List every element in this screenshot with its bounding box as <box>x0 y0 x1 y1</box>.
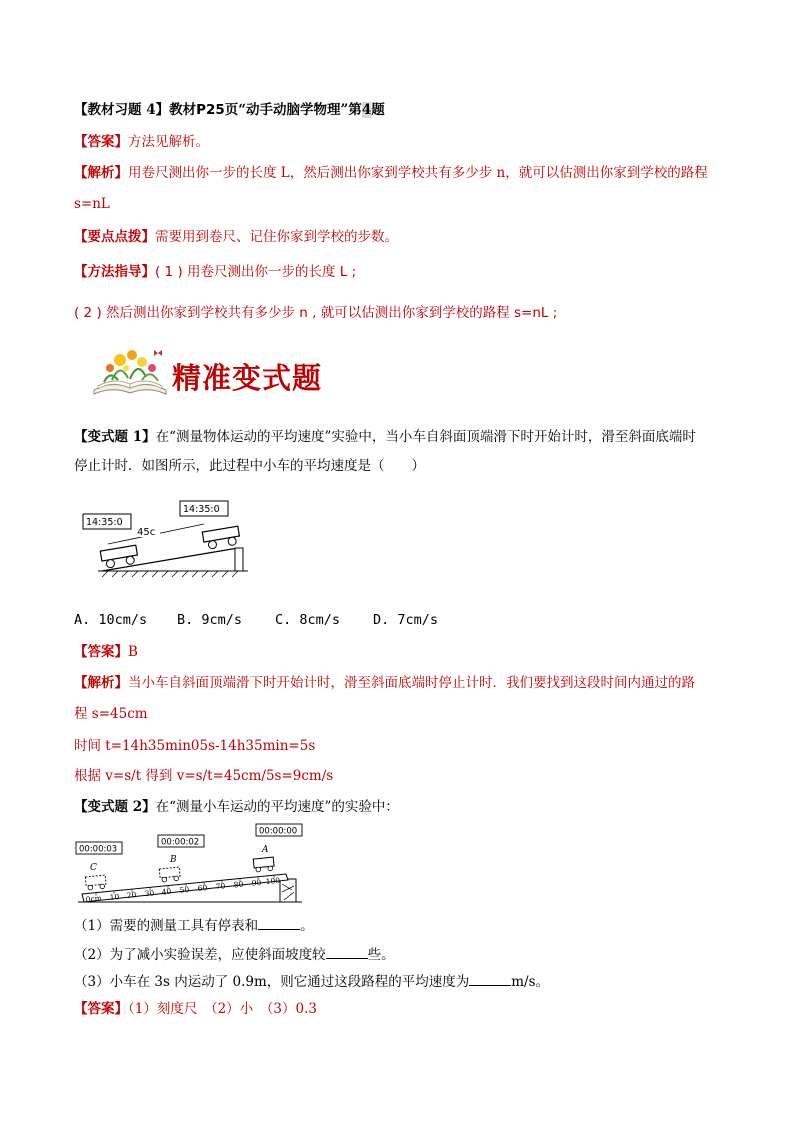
q3-blank[interactable] <box>469 971 511 986</box>
answer-1-label: 【答案】 <box>74 134 128 150</box>
variant-1-analysis-line4: 根据 v=s/t 得到 v=s/t=45cm/5s=9cm/s <box>74 768 334 784</box>
q3-end: m/s。 <box>511 974 550 990</box>
distance-label: 45c <box>137 527 156 538</box>
banner-book-illustration <box>90 346 170 398</box>
variant-2-label: 【变式题 2】 <box>74 799 156 815</box>
variant-2-intro-text: 在“测量小车运动的平均速度”的实验中： <box>155 799 399 815</box>
q2-end: 些。 <box>367 947 395 963</box>
option-a: A. 10cm/s <box>74 612 148 628</box>
tick-0: 0cm <box>85 893 103 904</box>
tick-90: 90 <box>251 877 262 888</box>
variant-2-answer-label: 【答案】 <box>74 1001 128 1017</box>
answer-1-text: 方法见解析。 <box>128 134 209 150</box>
clock-b-text: 00:00:02 <box>161 837 200 848</box>
tick-10: 10 <box>109 892 120 902</box>
answer-1 <box>74 132 209 152</box>
variant-1-line1 <box>74 427 696 447</box>
q1-text: （1）需要的测量工具有停表和 <box>74 918 259 934</box>
clock-c-text: 00:00:03 <box>79 844 118 855</box>
variant-2-q1 <box>74 915 314 936</box>
exercise-ref: P25 <box>196 102 225 118</box>
variant-1-label: 【变式题 1】 <box>74 429 156 445</box>
analysis-1-line1 <box>74 163 708 183</box>
cart-b-label: B <box>170 855 177 865</box>
incline-figure-1 <box>80 498 250 580</box>
q2-text: （2）为了减小实验误差，应使斜面坡度较 <box>74 947 326 963</box>
clock-left-text: 14:35:0 <box>86 517 123 528</box>
keypoint <box>74 227 398 247</box>
clock-right-text: 14:35:0 <box>183 504 220 515</box>
tick-50: 50 <box>179 884 190 895</box>
cart-a-label: A <box>262 845 269 855</box>
tick-60: 60 <box>197 883 208 893</box>
variant-1-answer <box>74 642 138 662</box>
analysis-1-line2: s=nL <box>74 196 110 212</box>
method-line2: ( 2 ) 然后测出你家到学校共有多少步 n , 就可以估测出你家到学校的路程 s=nL ; <box>74 305 558 321</box>
variant-2-q2 <box>74 944 395 965</box>
variant-2-intro <box>74 797 399 817</box>
variant-1-text1: 在“测量物体运动的平均速度”实验中，当小车自斜面顶端滑下时开始计时，滑至斜面底端时 <box>155 429 696 445</box>
exercise-label: 【教材习题 4】 <box>74 102 170 118</box>
option-c: C. 8cm/s <box>275 612 341 628</box>
tick-40: 40 <box>161 886 172 897</box>
clock-a-text: 00:00:00 <box>259 826 298 837</box>
variant-1-line2: 停止计时．如图所示，此过程中小车的平均速度是（ ） <box>74 458 425 474</box>
variant-2-answer <box>74 999 317 1019</box>
method-text1: ( 1 ) 用卷尺测出你一步的长度 L ; <box>155 264 357 280</box>
exercise-num: 4 <box>361 102 372 118</box>
analysis-1-label: 【解析】 <box>74 165 128 181</box>
exercise-text-mid: 页“动手动脑学物理”第 <box>224 102 362 118</box>
tick-30: 30 <box>144 888 155 899</box>
q1-blank[interactable] <box>258 915 300 930</box>
variant-1-analysis-text1: 当小车自斜面顶端滑下时开始计时，滑至斜面底端时停止计时．我们要找到这段时间内通过的路 <box>128 675 695 691</box>
exercise-header <box>74 100 385 120</box>
variant-1-answer-text: B <box>128 644 138 660</box>
keypoint-label: 【要点点拨】 <box>74 229 155 245</box>
option-b: B. 9cm/s <box>177 612 243 628</box>
tick-80: 80 <box>233 879 244 890</box>
banner-title: 精准变式题 <box>172 361 323 395</box>
variant-1-analysis-label: 【解析】 <box>74 675 128 691</box>
variant-2-answer-text: （1）刻度尺 （2）小 （3）0.3 <box>128 1001 317 1017</box>
tick-20: 20 <box>126 890 137 900</box>
exercise-text-end: 题 <box>371 102 385 118</box>
variant-1-analysis-line2: 程 s=45cm <box>74 706 148 722</box>
incline-figure-2 <box>74 818 304 906</box>
method-label: 【方法指导】 <box>74 264 155 280</box>
variant-1-analysis-line3: 时间 t=14h35min05s-14h35min=5s <box>74 738 316 754</box>
q2-blank[interactable] <box>326 944 368 959</box>
option-d: D. 7cm/s <box>373 612 439 628</box>
method-line1 <box>74 262 356 282</box>
variant-1-analysis-line1 <box>74 673 695 693</box>
variant-1-answer-label: 【答案】 <box>74 644 128 660</box>
tick-70: 70 <box>215 881 226 892</box>
variant-1-options <box>74 610 438 630</box>
keypoint-text: 需要用到卷尺、记住你家到学校的步数。 <box>155 229 398 245</box>
q1-end: 。 <box>300 918 314 934</box>
variant-2-q3 <box>74 971 549 992</box>
exercise-text-prefix: 教材 <box>169 102 197 118</box>
analysis-1-text1: 用卷尺测出你一步的长度 L，然后测出你家到学校共有多少步 n，就可以估测出你家到学校的路程 <box>128 165 708 181</box>
q3-text: （3）小车在 3s 内运动了 0.9m，则它通过这段路程的平均速度为 <box>74 974 470 990</box>
tick-100: 100 <box>265 875 281 887</box>
cart-c-label: C <box>90 863 97 873</box>
